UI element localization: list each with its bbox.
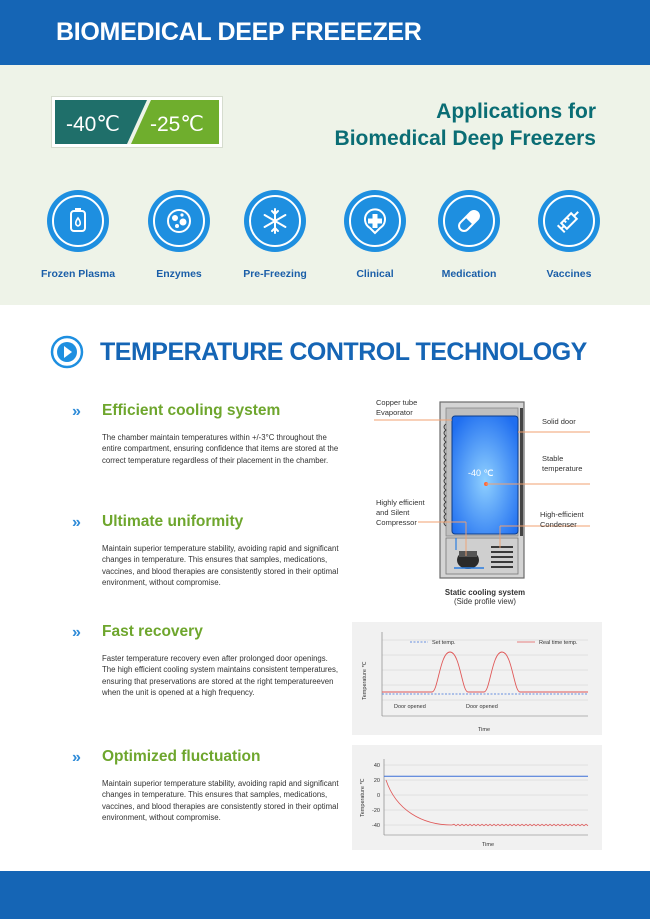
chevron-right-icon: » [72,749,81,766]
y-tick-label: -20 [372,808,380,814]
label-solid-door: Solid door [542,417,576,426]
label-copper-tube: Copper tube Evaporator [376,398,418,417]
header-bar [0,0,650,65]
label-stable-temperature: Stable temperature [542,454,583,473]
applications-heading: Applications for Biomedical Deep Freezers [334,100,596,150]
x-axis-label: Time [482,842,495,848]
feature-title: Optimized fluctuation [102,748,261,765]
app-label: Medication [441,268,497,280]
x-axis-label: Time [478,727,491,733]
y-axis-label: Temperature ℃ [362,661,368,700]
page-title: BIOMEDICAL DEEP FREEEZER [56,18,422,46]
app-medication [421,190,517,280]
legend-set-temp: Set temp. [432,640,456,646]
label-condenser: High-efficient Condenser [540,510,584,529]
app-label: Pre-Freezing [243,268,307,280]
chevron-right-icon: » [72,624,81,641]
footer-bar [0,871,650,919]
annotation-door-opened: Door opened [466,704,498,710]
y-tick-label: -40 [372,823,380,829]
chamber-temperature: -40 ℃ [468,468,494,478]
app-label: Enzymes [156,268,202,280]
feature-title: Fast recovery [102,623,203,640]
feature-title: Efficient cooling system [102,402,281,419]
feature-text: The chamber maintain temperatures within +/-3°C throughout the entire compartment, ensuring confidence that items are stored at the correct temperature regardless of their placement in the chamber. [102,433,339,465]
recovery-chart [352,622,602,735]
app-clinical [327,190,423,280]
chevron-right-icon: » [72,403,81,420]
fluctuation-chart [352,745,602,850]
y-tick-label: 40 [373,763,380,769]
label-compressor: Highly efficient and Silent Compressor [376,498,425,527]
temp-left-label: -40℃ [66,113,120,136]
app-pre-freezing [227,190,323,280]
temp-right-label: -25℃ [150,113,204,136]
feature-text: Faster temperature recovery even after prolonged door openings. The high efficient cooling system maintains consistent temperatures, ensuring that preservations are stored at the right temperatureeven when the unit is opened at a high frequency. [102,654,339,697]
technology-title: TEMPERATURE CONTROL TECHNOLOGY [100,338,587,366]
chevron-right-icon: » [72,514,81,531]
app-label: Clinical [356,268,394,280]
real-time-temp-line [382,652,588,692]
feature-text: Maintain superior temperature stability, avoiding rapid and significant changes in temperature. This ensures that samples, medications, vaccines, and blood therapies are consistently stored in their optimal environment, without compromise. [102,544,339,587]
app-label: Vaccines [546,268,592,280]
temperature-badge [52,97,222,147]
app-label: Frozen Plasma [40,268,116,280]
legend-real-time-temp: Real time temp. [539,640,578,646]
app-enzymes [131,190,227,280]
y-tick-label: 20 [373,778,380,784]
feature-title: Ultimate uniformity [102,513,244,530]
app-vaccines [521,190,617,280]
app-frozen-plasma [30,190,126,280]
feature-text: Maintain superior temperature stability, avoiding rapid and significant changes in temperature. This ensures that samples, medications, vaccines, and blood therapies are consistently stored in their optimal environment, without compromise. [102,779,339,822]
technology-icon [50,335,84,374]
diagram-caption: Static cooling system (Side profile view) [444,588,526,606]
real-time-temp-line [386,780,588,826]
freezer-diagram [360,388,610,613]
annotation-door-opened: Door opened [394,704,426,710]
y-tick-label: 0 [376,793,380,799]
y-axis-label: Temperature ℃ [360,778,366,817]
